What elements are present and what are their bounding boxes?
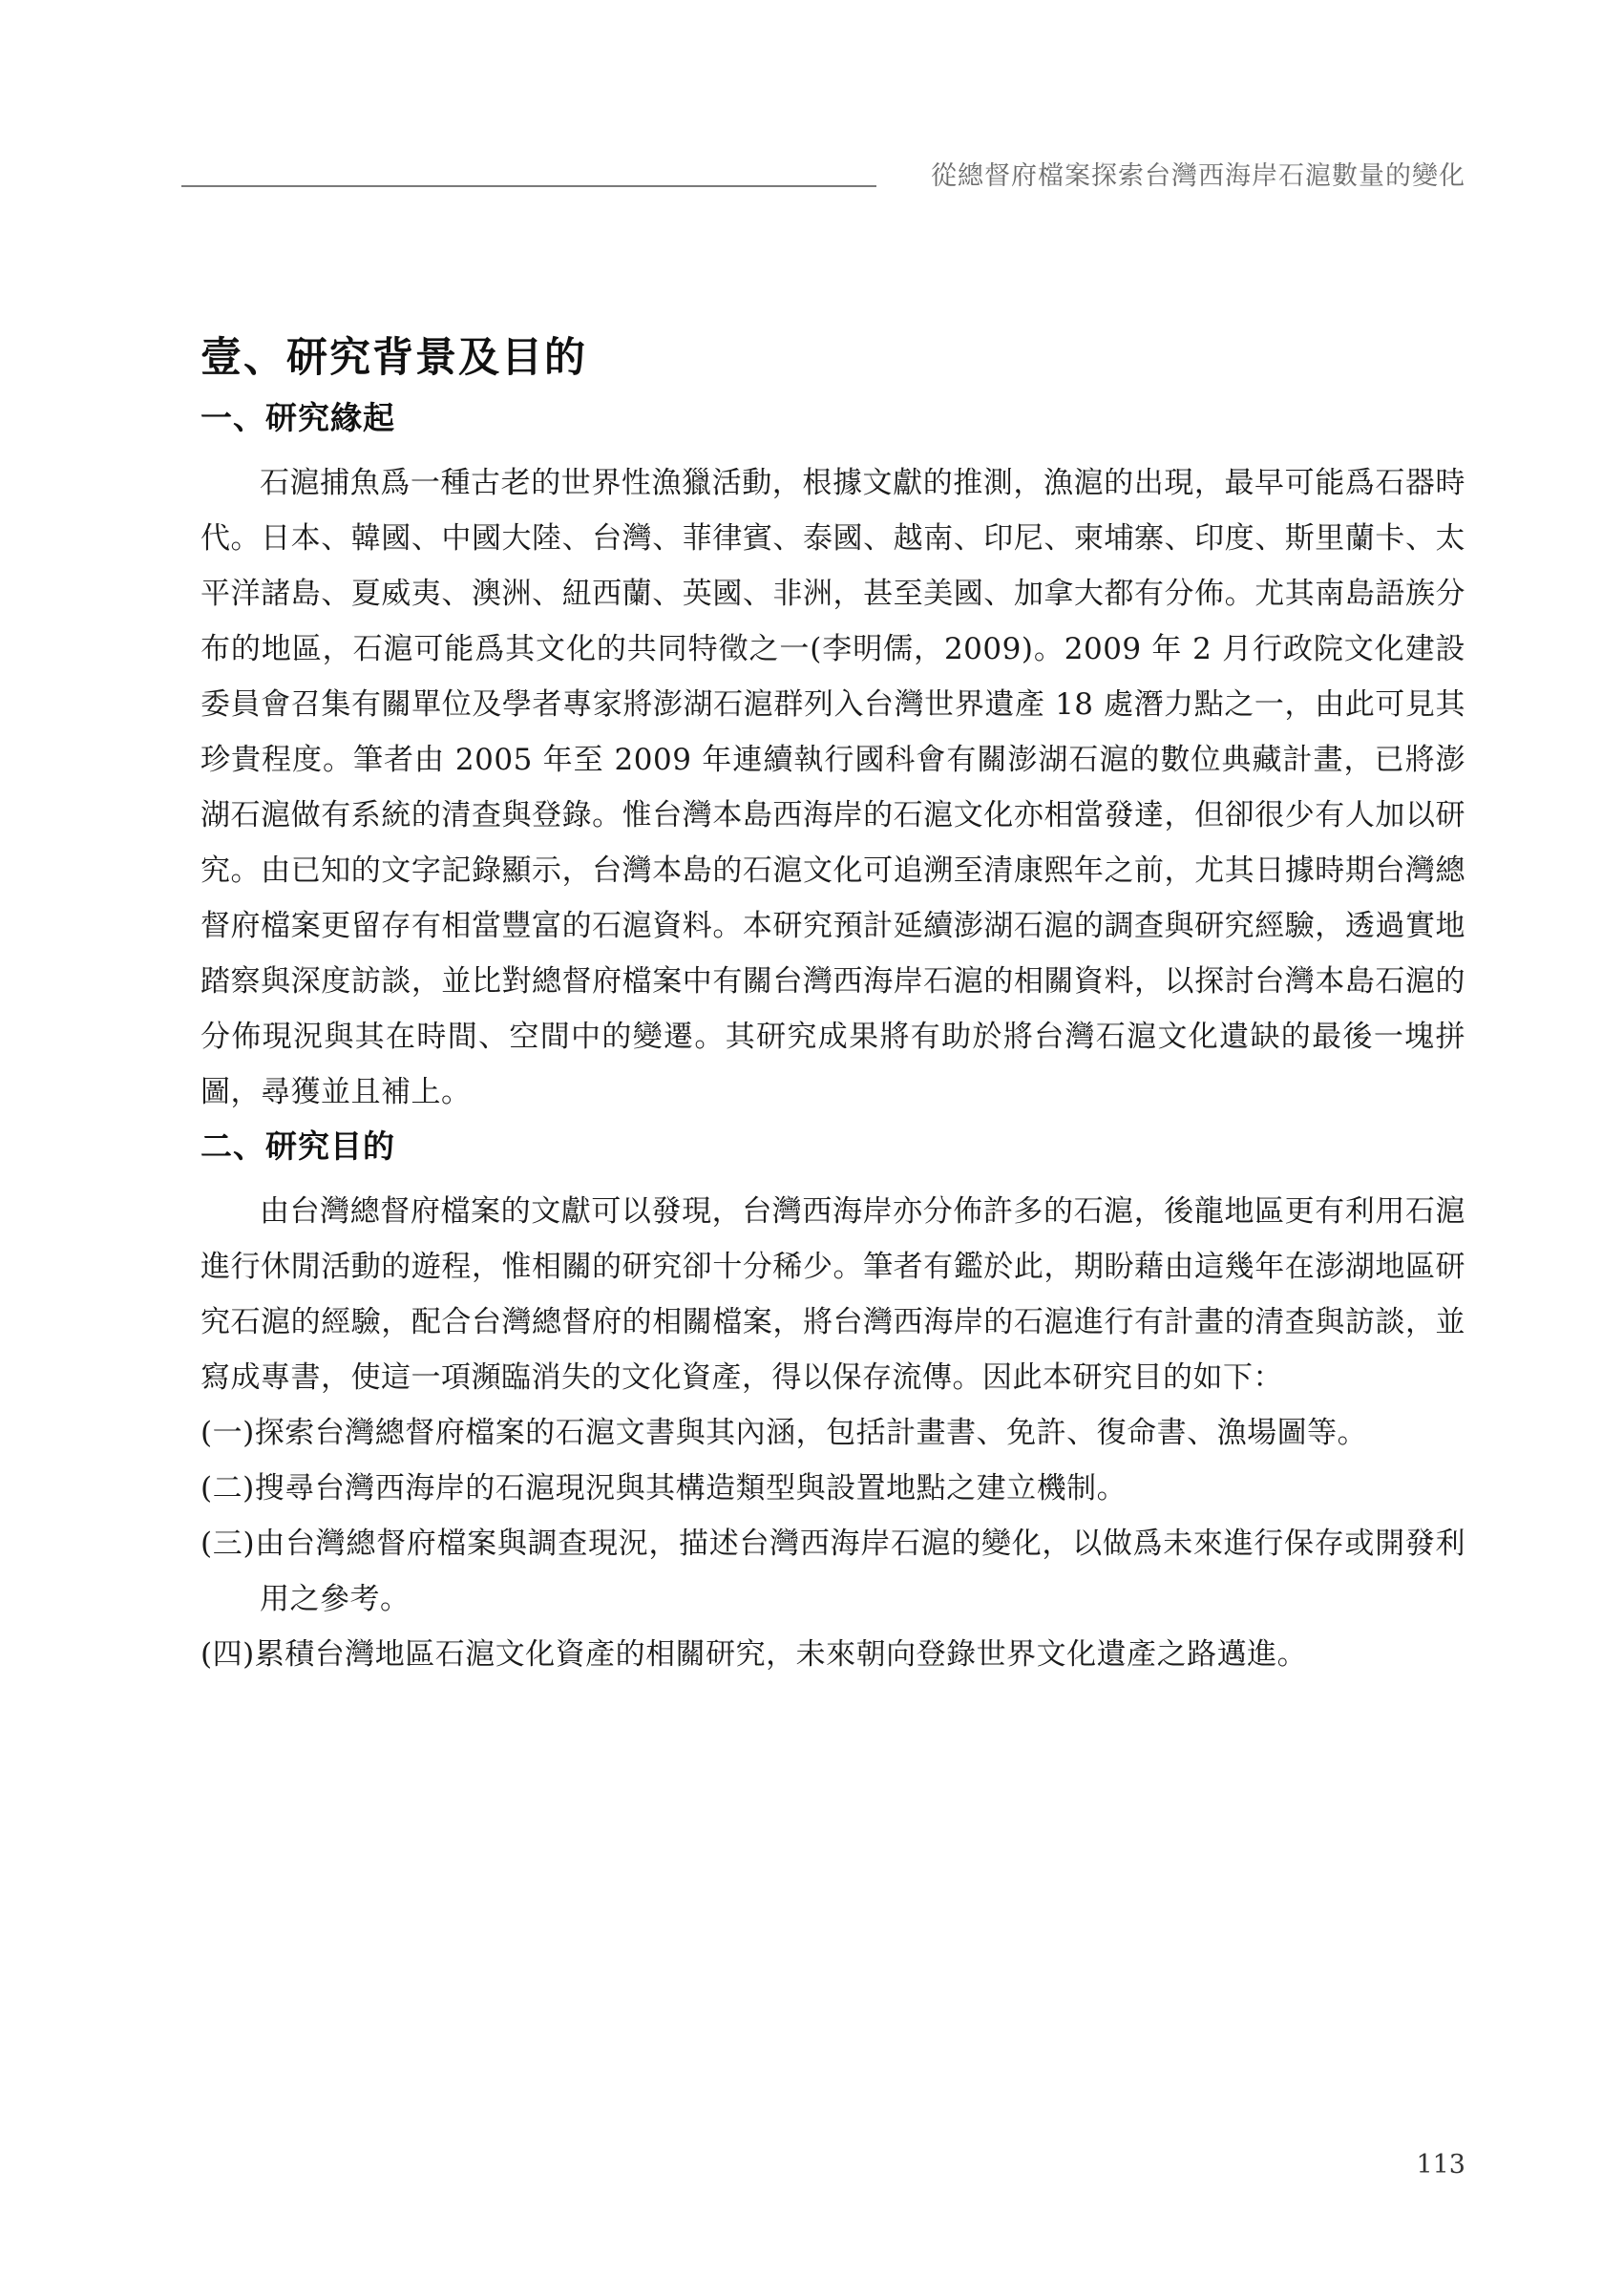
main-content [200,325,1465,1682]
research-origin-paragraph: 石滬捕魚爲一種古老的世界性漁獵活動，根據文獻的推測，漁滬的出現，最早可能爲石器時代。日本、韓國、中國大陸、台灣、菲律賓、泰國、越南、印尼、柬埔寨、印度、斯里蘭卡、太平洋諸島、夏威夷、澳洲、紐西蘭、英國、非洲，甚至美國、加拿大都有分佈。尤其南島語族分布的地區，石滬可能爲其文化的共同特徵之一(李明儒，2009)。2009 年 2 月行政院文化建設委員會召集有關單位及學者專家將澎湖石滬群列入台灣世界遺產 18 處潛力點之一，由此可見其珍貴程度。筆者由 2005 年至 2009 年連續執行國科會有關澎湖石滬的數位典藏計畫，已將澎湖石滬做有系統的清查與登錄。惟台灣本島西海岸的石滬文化亦相當發達，但卻很少有人加以研究。由已知的文字記錄顯示，台灣本島的石滬文化可追溯至清康熙年之前，尤其日據時期台灣總督府檔案更留存有相當豐富的石滬資料。本研究預計延續澎湖石滬的調查與研究經驗，透過實地踏察與深度訪談，並比對總督府檔案中有關台灣西海岸石滬的相關資料，以探討台灣本島石滬的分佈現況與其在時間、空間中的變遷。其研究成果將有助於將台灣石滬文化遺缺的最後一塊拼圖，尋獲並且補上。 [200,466,1465,1109]
objectives-list [200,1405,1465,1682]
objective-item-3: (三)由台灣總督府檔案與調查現況，描述台灣西海岸石滬的變化，以做爲未來進行保存或開發利用之參考。 [200,1527,1465,1616]
page-number: 113 [1416,2150,1465,2180]
running-header [181,155,1465,193]
research-purpose-paragraph: 由台灣總督府檔案的文獻可以發現，台灣西海岸亦分佈許多的石滬，後龍地區更有利用石滬進行休閒活動的遊程，惟相關的研究卻十分稀少。筆者有鑑於此，期盼藉由這幾年在澎湖地區研究石滬的經驗，配合台灣總督府的相關檔案，將台灣西海岸的石滬進行有計畫的清查與訪談，並寫成專書，使這一項瀕臨消失的文化資產，得以保存流傳。因此本研究目的如下： [200,1194,1465,1395]
section-title-research-purpose: 二、研究目的 [200,1127,395,1165]
objective-item-1: (一)探索台灣總督府檔案的石滬文書與其內涵，包括計畫書、免許、復命書、漁場圖等。 [200,1416,1368,1450]
objective-item-4: (四)累積台灣地區石滬文化資產的相關研究，未來朝向登錄世界文化遺產之路邁進。 [200,1637,1308,1672]
objective-item-2: (二)搜尋台灣西海岸的石滬現況與其構造類型與設置地點之建立機制。 [200,1471,1128,1506]
section-title-research-origin: 一、研究緣起 [200,399,395,436]
running-title: 從總督府檔案探索台灣西海岸石滬數量的變化 [931,161,1465,191]
header-rule [181,185,876,187]
chapter-title: 壹、研究背景及目的 [200,334,587,382]
